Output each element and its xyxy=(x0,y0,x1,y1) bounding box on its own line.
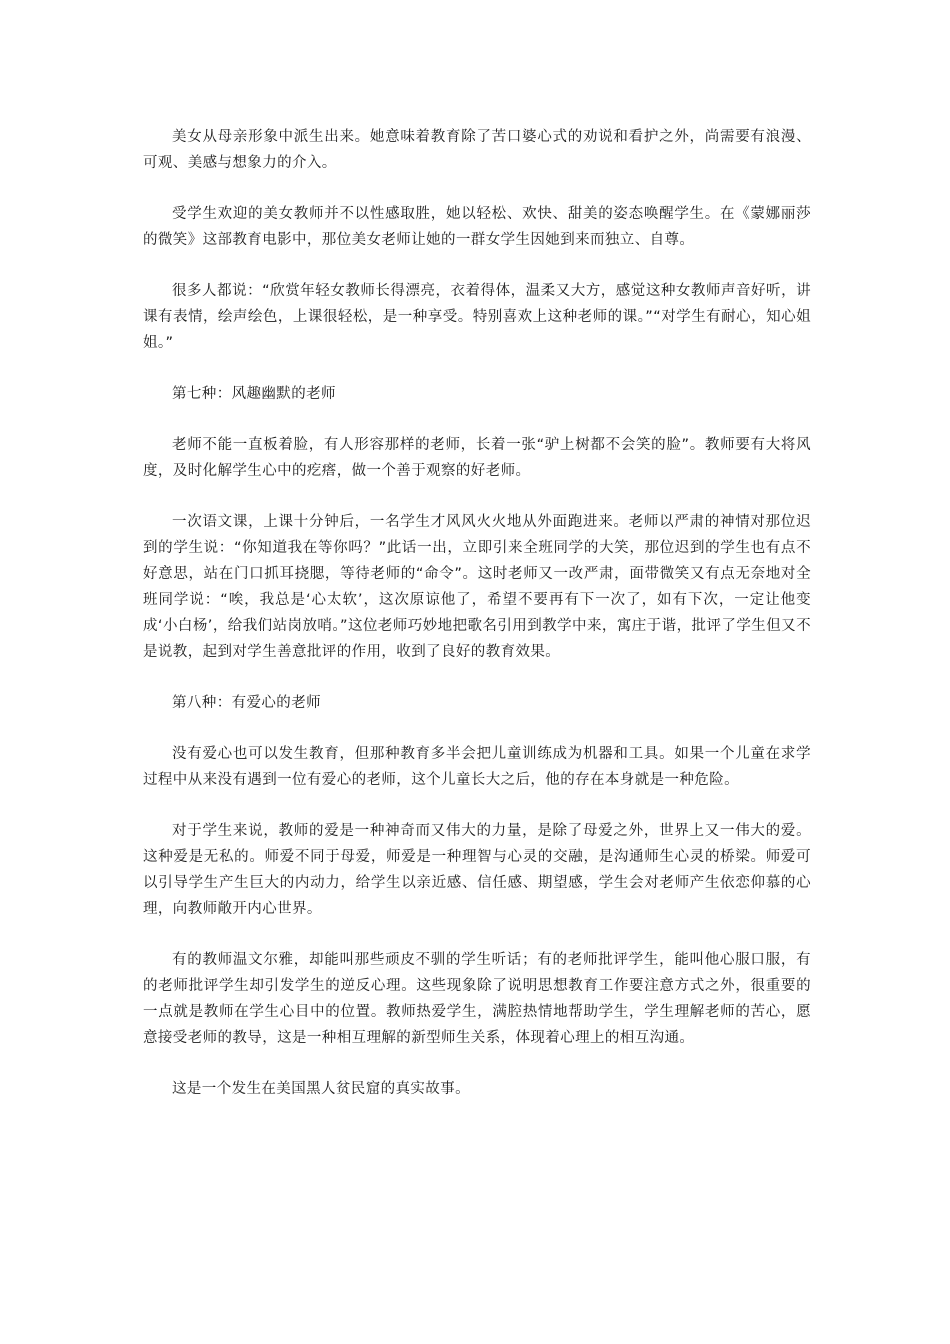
paragraph: 受学生欢迎的美女教师并不以性感取胜，她以轻松、欢快、甜美的姿态唤醒学生。在《蒙娜丽莎的微笑》这部教育电影中，那位美女老师让她的一群女学生因她到来而独立、自尊。 xyxy=(143,206,811,248)
paragraph: 老师不能一直板着脸，有人形容那样的老师，长着一张“驴上树都不会笑的脸”。教师要有大将风度，及时化解学生心中的疙瘩，做一个善于观察的好老师。 xyxy=(143,437,811,479)
paragraph: 对于学生来说，教师的爱是一种神奇而又伟大的力量，是除了母爱之外，世界上又一伟大的爱。这种爱是无私的。师爱不同于母爱，师爱是一种理智与心灵的交融，是沟通师生心灵的桥梁。师爱可以引导学生产生巨大的内动力，给学生以亲近感、信任感、期望感，学生会对老师产生依恋仰慕的心理，向教师敞开内心世界。 xyxy=(143,823,811,917)
text-body xyxy=(143,124,811,1127)
paragraph: 没有爱心也可以发生教育，但那种教育多半会把儿童训练成为机器和工具。如果一个儿童在求学过程中从来没有遇到一位有爱心的老师，这个儿童长大之后，他的存在本身就是一种危险。 xyxy=(143,746,811,788)
section-heading: 第八种：有爱心的老师 xyxy=(172,695,321,711)
paragraph: 很多人都说：“欣赏年轻女教师长得漂亮，衣着得体，温柔又大方，感觉这种女教师声音好听，讲课有表情，绘声绘色，上课很轻松，是一种享受。特别喜欢上这种老师的课。”“对学生有耐心，知心姐姐。” xyxy=(143,283,811,351)
paragraph: 一次语文课，上课十分钟后，一名学生才风风火火地从外面跑进来。老师以严肃的神情对那位迟到的学生说：“你知道我在等你吗？”此话一出，立即引来全班同学的大笑，那位迟到的学生也有点不好意思，站在门口抓耳挠腮，等待老师的“命令”。这时老师又一改严肃，面带微笑又有点无奈地对全班同学说：“唉，我总是‘心太软’，这次原谅他了，希望不要再有下一次了，如有下次，一定让他变成‘小白杨’，给我们站岗放哨。”这位老师巧妙地把歌名引用到教学中来，寓庄于谐，批评了学生但又不是说教，起到对学生善意批评的作用，收到了良好的教育效果。 xyxy=(143,514,811,660)
section-heading: 第七种：风趣幽默的老师 xyxy=(172,386,336,402)
paragraph: 美女从母亲形象中派生出来。她意味着教育除了苦口婆心式的劝说和看护之外，尚需要有浪漫、可观、美感与想象力的介入。 xyxy=(143,129,811,171)
paragraph: 这是一个发生在美国黑人贫民窟的真实故事。 xyxy=(172,1081,470,1097)
paragraph: 有的教师温文尔雅，却能叫那些顽皮不驯的学生听话；有的老师批评学生，能叫他心服口服，有的老师批评学生却引发学生的逆反心理。这些现象除了说明思想教育工作要注意方式之外，很重要的一点就是教师在学生心目中的位置。教师热爱学生，满腔热情地帮助学生，学生理解老师的苦心，愿意接受老师的教导，这是一种相互理解的新型师生关系，体现着心理上的相互沟通。 xyxy=(143,952,811,1046)
